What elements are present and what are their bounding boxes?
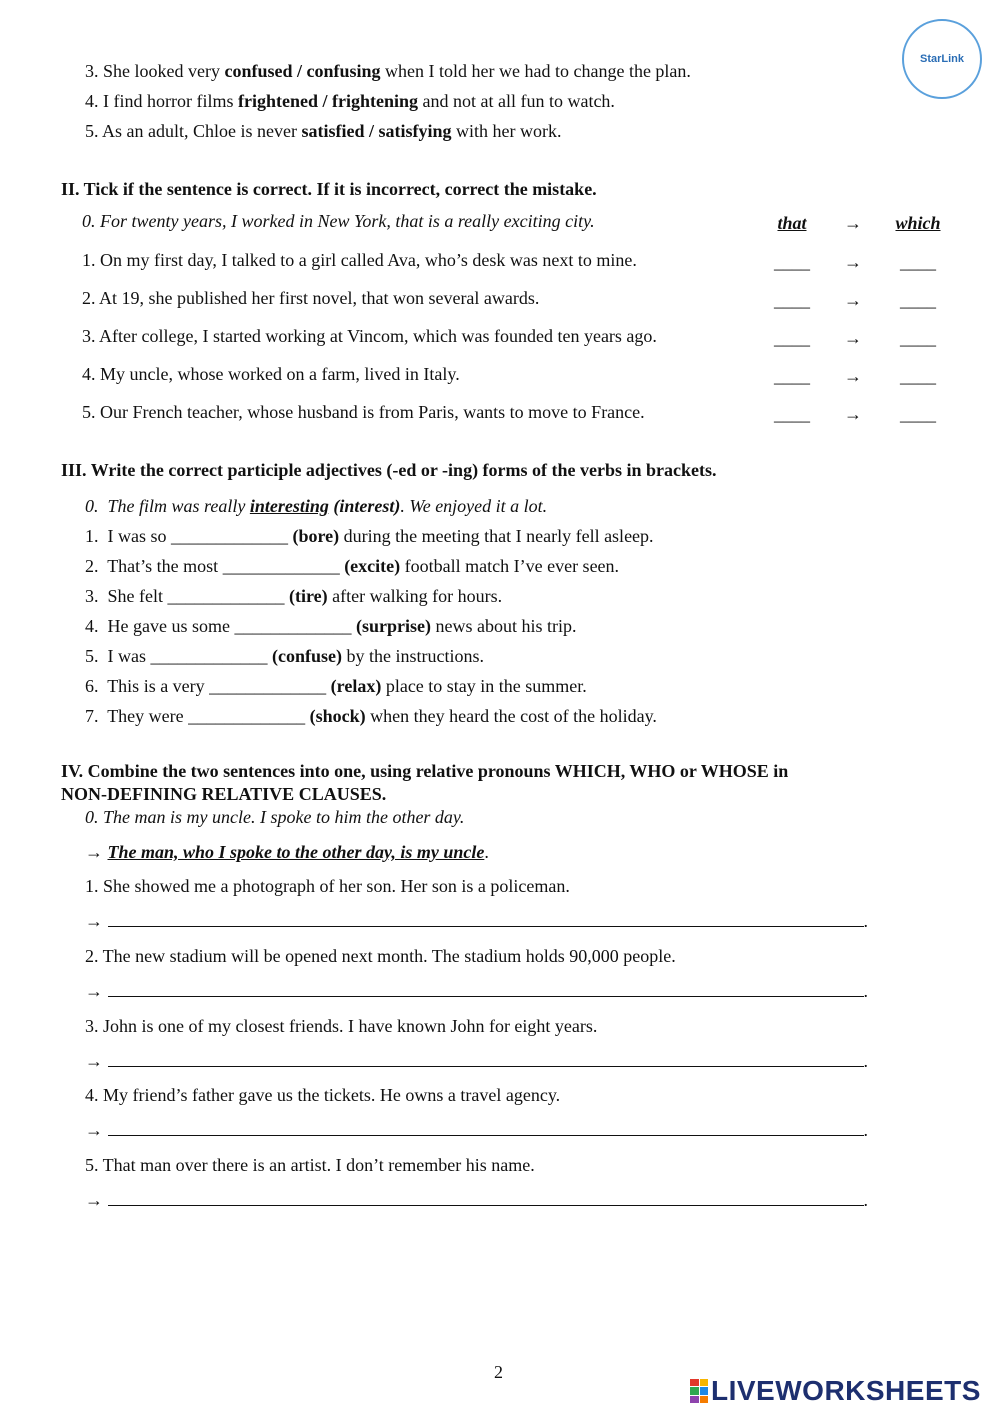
example-wrong-word: that: [777, 213, 807, 233]
correction-blank-b[interactable]: ____: [900, 290, 936, 310]
section4-heading-line1: IV. Combine the two sentences into one, using relative pronouns WHICH, WHO or WHOSE in: [61, 761, 789, 781]
section3-item-5: 5. I was _____________ (confuse) by the instructions.: [85, 646, 484, 666]
section2-example: 0. For twenty years, I worked in New York, that is a really exciting city.: [82, 211, 595, 231]
correction-blank-a[interactable]: ____: [774, 290, 810, 310]
section2-item-5: 5. Our French teacher, whose husband is from Paris, wants to move to France.: [82, 402, 645, 422]
arrow-icon: →: [844, 366, 862, 386]
correction-blank-b[interactable]: ____: [900, 404, 936, 424]
page-number: 2: [494, 1362, 503, 1382]
section4-example-question: 0. The man is my uncle. I spoke to him the other day.: [85, 807, 465, 827]
section4-item-5-answer: → .: [85, 1190, 868, 1210]
logo-text: StarLink: [919, 53, 964, 65]
correction-blank-a[interactable]: ____: [774, 328, 810, 348]
arrow-icon: →: [844, 328, 862, 348]
starlink-logo: [902, 19, 982, 99]
part1-item-3: 3. She looked very confused / confusing when I told her we had to change the plan.: [85, 61, 691, 81]
section4-heading-line2: NON-DEFINING RELATIVE CLAUSES.: [61, 784, 387, 804]
answer-blank[interactable]: _____________: [209, 676, 327, 696]
answer-line[interactable]: [108, 981, 864, 997]
example-arrow: →: [844, 213, 862, 233]
section3-item-4: 4. He gave us some _____________ (surprise) news about his trip.: [85, 616, 577, 636]
section4-item-2-answer: → .: [85, 981, 868, 1001]
section2-heading: II. Tick if the sentence is correct. If it is incorrect, correct the mistake.: [61, 179, 597, 199]
section3-item-3: 3. She felt _____________ (tire) after walking for hours.: [85, 586, 503, 606]
section3-item-1: 1. I was so _____________ (bore) during the meeting that I nearly fell asleep.: [85, 526, 654, 546]
section2-item-3: 3. After college, I started working at Vincom, which was founded ten years ago.: [82, 326, 657, 346]
answer-line[interactable]: [108, 1190, 864, 1206]
example-right-word: which: [895, 213, 941, 233]
section4-item-3-answer: → .: [85, 1051, 868, 1071]
section4-item-4-question: 4. My friend’s father gave us the tickets. He owns a travel agency.: [85, 1085, 561, 1105]
answer-blank[interactable]: _____________: [234, 616, 352, 636]
arrow-icon: →: [844, 290, 862, 310]
arrow-icon: →: [85, 1051, 103, 1071]
section3-item-7: 7. They were _____________ (shock) when they heard the cost of the holiday.: [85, 706, 657, 726]
section2-item-1: 1. On my first day, I talked to a girl called Ava, who’s desk was next to mine.: [82, 250, 637, 270]
part1-item-5: 5. As an adult, Chloe is never satisfied / satisfying with her work.: [85, 121, 562, 141]
brand-text: LIVEWORKSHEETS: [711, 1375, 981, 1406]
section4-item-4-answer: → .: [85, 1120, 868, 1140]
correction-blank-a[interactable]: ____: [774, 366, 810, 386]
answer-line[interactable]: [108, 1051, 864, 1067]
answer-blank[interactable]: _____________: [171, 526, 288, 546]
part1-item-4: 4. I find horror films frightened / frightening and not at all fun to watch.: [85, 91, 615, 111]
liveworksheets-logo: [690, 1376, 981, 1406]
correction-blank-a[interactable]: ____: [774, 252, 810, 272]
section3-item-2: 2. That’s the most _____________ (excite) football match I’ve ever seen.: [85, 556, 620, 576]
answer-blank[interactable]: _____________: [150, 646, 268, 666]
correction-blank-a[interactable]: ____: [774, 404, 810, 424]
arrow-icon: →: [844, 404, 862, 424]
answer-blank[interactable]: _____________: [222, 556, 340, 576]
arrow-icon: →: [85, 1190, 103, 1210]
section4-item-3-question: 3. John is one of my closest friends. I have known John for eight years.: [85, 1016, 598, 1036]
arrow-icon: →: [85, 842, 103, 862]
answer-line[interactable]: [108, 911, 864, 927]
correction-blank-b[interactable]: ____: [900, 366, 936, 386]
answer-blank[interactable]: _____________: [188, 706, 306, 726]
section4-item-1-answer: → .: [85, 911, 868, 931]
section2-item-4: 4. My uncle, whose worked on a farm, lived in Italy.: [82, 364, 460, 384]
section3-example: 0. The film was really interesting (interest). We enjoyed it a lot.: [85, 496, 548, 516]
arrow-icon: →: [85, 1120, 103, 1140]
arrow-icon: →: [844, 252, 862, 272]
answer-line[interactable]: [108, 1120, 864, 1136]
answer-blank[interactable]: _____________: [167, 586, 285, 606]
correction-blank-b[interactable]: ____: [900, 328, 936, 348]
section4-example-answer: → The man, who I spoke to the other day, is my uncle.: [85, 842, 489, 862]
liveworksheets-blocks-icon: [690, 1379, 708, 1403]
section4-item-5-question: 5. That man over there is an artist. I don’t remember his name.: [85, 1155, 535, 1175]
section3-item-6: 6. This is a very _____________ (relax) place to stay in the summer.: [85, 676, 587, 696]
section4-item-2-question: 2. The new stadium will be opened next month. The stadium holds 90,000 people.: [85, 946, 676, 966]
section4-item-1-question: 1. She showed me a photograph of her son. Her son is a policeman.: [85, 876, 570, 896]
arrow-icon: →: [85, 981, 103, 1001]
correction-blank-b[interactable]: ____: [900, 252, 936, 272]
section3-heading: III. Write the correct participle adjectives (-ed or -ing) forms of the verbs in brackets.: [61, 460, 717, 480]
arrow-icon: →: [85, 911, 103, 931]
section2-item-2: 2. At 19, she published her first novel, that won several awards.: [82, 288, 540, 308]
